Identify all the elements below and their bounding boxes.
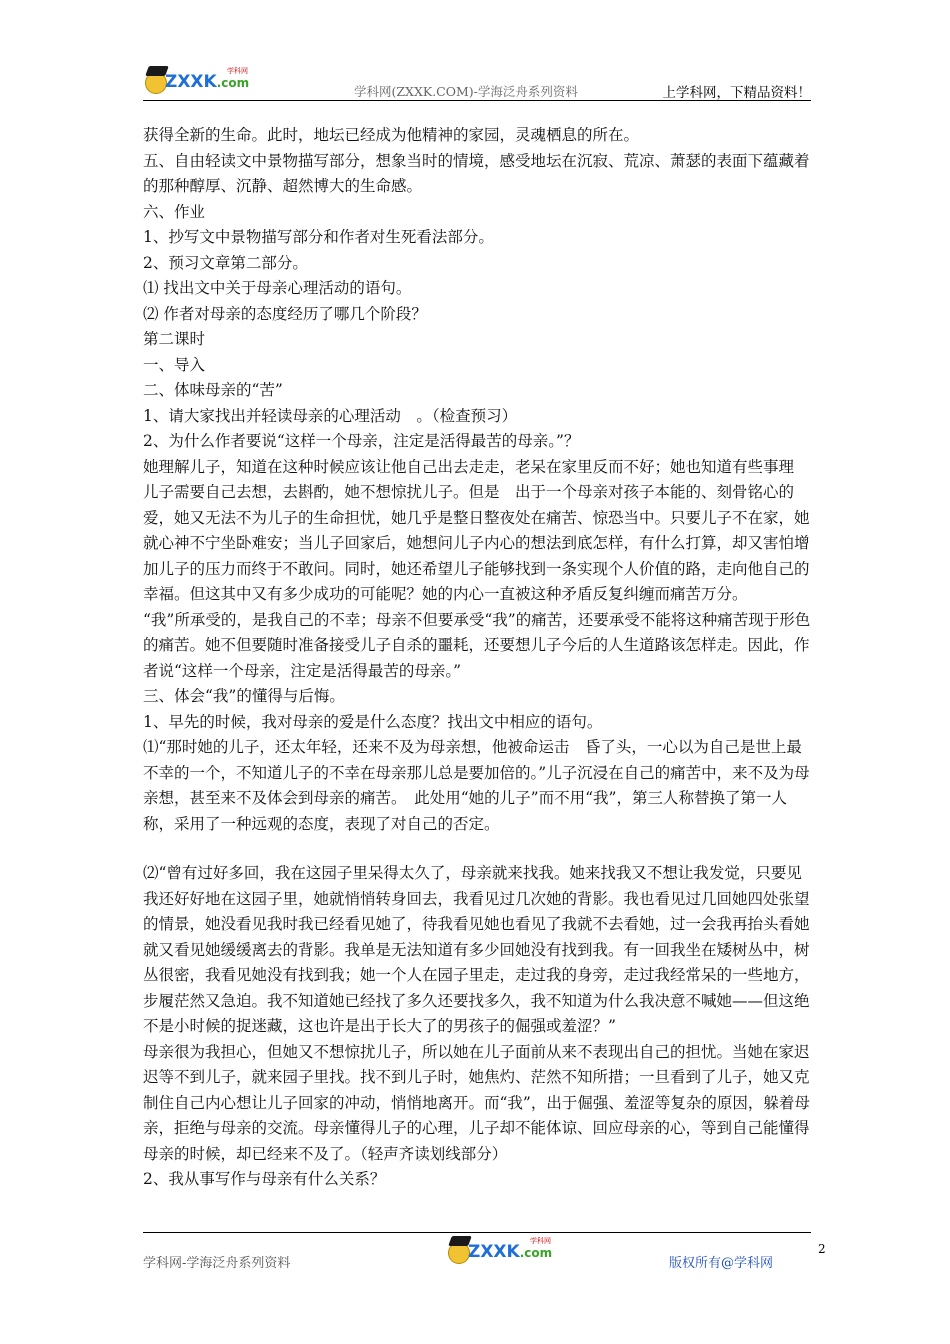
paragraph: 1、请大家找出并轻读母亲的心理活动 。（检查预习） <box>143 406 518 425</box>
zxxk-footer-logo <box>446 1236 556 1270</box>
section-heading: 三、体会“我”的懂得与后悔。 <box>143 687 345 705</box>
paragraph: 2、我从事写作与母亲有什么关系？ <box>143 1170 386 1188</box>
footer-copyright: 版权所有@学科网 <box>668 1256 773 1271</box>
paragraph: 五、自由轻读文中景物描写部分，想象当时的情境，感受地坛在沉寂、荒凉、萧瑟的表面下蕴藏着的那种醇厚、沉静、超然博大的生命感。 <box>143 151 810 195</box>
spacer <box>143 837 811 861</box>
zxxk-logo <box>143 66 253 100</box>
paragraph: ⑵“曾有过好多回，我在这园子里呆得太久了，母亲就来找我。她来找我又不想让我发觉，只要见我还好好地在这园子里，她就悄悄转身回去，我看见过几次她的背影。我也看见过几回她四处张望的情景，她没看见我时我已经看见她了，待我看见她也看见了我就不去看她，过一会我再抬头看她就又看见她缓缓离去的背影。我单是无法知道有多少回她没有找到我。有一回我坐在矮树丛中，树丛很密，我看见她没有找到我；她一个人在园子里走，走过我的身旁，走过我经常呆的一些地方，步履茫然又急迫。我不知道她已经找了多久还要找多久，我不知道为什么我决意不喊她——但这绝不是小时候的捉迷藏，这也许是出于长大了的男孩子的倔强或羞涩？” <box>143 864 810 1035</box>
page-header <box>143 66 811 102</box>
document-body <box>143 123 811 1193</box>
header-center-text: 学科网(ZXXK.COM)-学海泛舟系列资料 <box>354 84 578 99</box>
footer-divider <box>143 1232 811 1233</box>
page-number: 2 <box>818 1242 826 1256</box>
header-slogan: 上学科网，下精品资料！ <box>662 85 811 101</box>
section-heading: 第二课时 <box>143 330 206 348</box>
paragraph: ⑵ 作者对母亲的态度经历了哪几个阶段？ <box>143 304 427 323</box>
section-heading: 一、导入 <box>143 355 206 374</box>
section-heading: 二、体味母亲的“苦” <box>143 381 283 399</box>
paragraph: 获得全新的生命。此时，地坛已经成为他精神的家园，灵魂栖息的所在。 <box>143 126 640 144</box>
logo-tag: 学科网 <box>227 67 248 75</box>
paragraph: “我”所承受的，是我自己的不幸；母亲不但要承受“我”的痛苦，还要承受不能将这种痛苦现于形色的痛苦。她不但要随时准备接受儿子自杀的噩耗，还要想儿子今后的人生道路该怎样走。因此，作者说“这样一个母亲，注定是活得最苦的母亲。” <box>143 610 811 680</box>
footer-left-text: 学科网-学海泛舟系列资料 <box>143 1256 291 1271</box>
paragraph: 1、抄写文中景物描写部分和作者对生死看法部分。 <box>143 228 494 246</box>
paragraph: ⑴“那时她的儿子，还太年轻，还来不及为母亲想，他被命运击 昏了头，一心以为自己是世上最不幸的一个，不知道儿子的不幸在母亲那儿总是要加倍的。”儿子沉浸在自己的痛苦中，来不及为母亲想，甚至来不及体会到母亲的痛苦。 此处用“她的儿子”而不用“我”，第三人称替换了第一人称，采用了一种远观的态度，表现了对自己的否定。 <box>143 738 810 833</box>
paragraph: 母亲很为我担心，但她又不想惊扰儿子，所以她在儿子面前从来不表现出自己的担忧。当她在家迟迟等不到儿子，就来园子里找。找不到儿子时，她焦灼、茫然不知所措；一旦看到了儿子，她又克制住自己内心想让儿子回家的冲动，悄悄地离开。而“我”，出于倔强、羞涩等复杂的原因，躲着母亲，拒绝与母亲的交流。母亲懂得儿子的心理，儿子却不能体谅、回应母亲的心，等到自己能懂得母亲的时候，却已经来不及了。（轻声齐读划线部分） <box>143 1042 810 1163</box>
paragraph: 2、预习文章第二部分。 <box>143 253 308 272</box>
header-divider <box>143 100 811 101</box>
logo-text: ZXXK.com <box>468 1242 553 1262</box>
page-footer <box>143 1232 811 1282</box>
logo-tag: 学科网 <box>530 1237 551 1245</box>
section-heading: 六、作业 <box>143 202 206 221</box>
paragraph: ⑴ 找出文中关于母亲心理活动的语句。 <box>143 279 412 297</box>
paragraph: 1、早先的时候，我对母亲的爱是什么态度？找出文中相应的语句。 <box>143 712 603 731</box>
paragraph: 2、为什么作者要说“这样一个母亲，注定是活得最苦的母亲。”？ <box>143 432 580 450</box>
paragraph: 她理解儿子，知道在这种时候应该让他自己出去走走，老呆在家里反而不好；她也知道有些事理 儿子需要自己去想，去斟酌，她不想惊扰儿子。但是 出于一个母亲对孩子本能的、刻骨铭心的爱，她又无法不为儿子的生命担忧，她几乎是整日整夜处在痛苦、惊恐当中。只要儿子不在家，她就心神不宁坐卧难安；当儿子回家后，她想问儿子内心的想法到底怎样，有什么打算，却又害怕增加儿子的压力而终于不敢问。同时，她还希望儿子能够找到一条实现个人价值的路，走向他自己的幸福。但这其中又有多少成功的可能呢？她的内心一直被这种矛盾反复纠缠而痛苦万分。 <box>143 457 810 603</box>
logo-text: ZXXK.com <box>165 72 250 92</box>
